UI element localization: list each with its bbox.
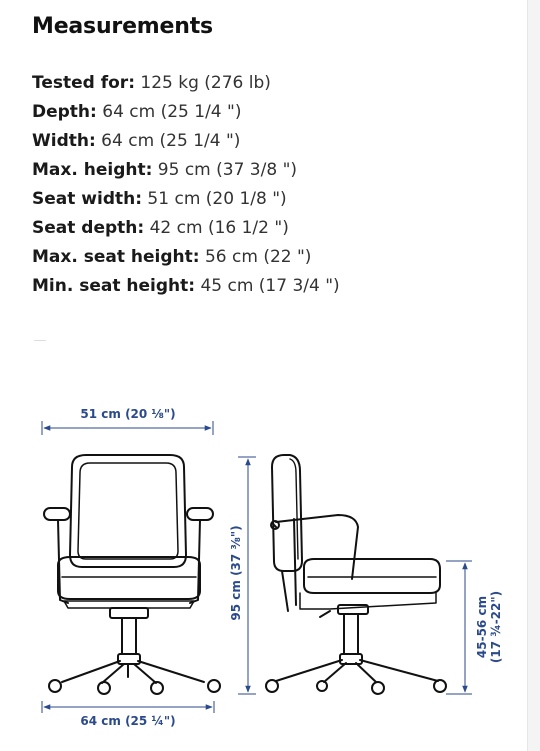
spec-label: Tested for: <box>32 73 135 93</box>
spec-depth <box>32 98 340 127</box>
spec-value: 42 cm (16 1/2 ") <box>144 218 289 238</box>
section-title: Measurements <box>32 14 213 39</box>
spec-tested-for <box>32 69 340 98</box>
seat-width-dimension-label: 51 cm (20 ⅛") <box>80 407 176 421</box>
spec-label: Width: <box>32 131 96 151</box>
seat-height-dimension-label-cm: 45-56 cm <box>475 595 489 659</box>
seat-height-dimension-label-in: (17 ¾-22") <box>489 590 503 664</box>
scrollbar-track[interactable] <box>527 0 540 751</box>
spec-label: Max. seat height: <box>32 247 200 267</box>
spec-label: Seat depth: <box>32 218 145 238</box>
depth-dimension-label: 64 cm (25 ¼") <box>80 714 176 728</box>
chair-front-view <box>44 455 220 694</box>
spec-value: 64 cm (25 1/4 ") <box>95 131 241 151</box>
divider <box>34 340 46 341</box>
depth-dimension <box>42 701 214 713</box>
spec-seat-depth <box>32 214 340 243</box>
spec-value: 51 cm (20 1/8 ") <box>142 189 287 209</box>
spec-width <box>32 127 340 156</box>
spec-label: Seat width: <box>32 189 143 209</box>
spec-value: 45 cm (17 3/4 ") <box>195 276 340 296</box>
chair-side-view <box>266 455 446 694</box>
spec-label: Min. seat height: <box>32 276 196 296</box>
spec-max-seat-height <box>32 243 340 272</box>
spec-min-seat-height <box>32 272 340 301</box>
spec-max-height <box>32 156 340 185</box>
spec-seat-width <box>32 185 340 214</box>
height-dimension-label: 95 cm (37 ⅜") <box>229 525 243 621</box>
spec-value: 95 cm (37 3/8 ") <box>152 160 298 180</box>
dimension-drawing <box>0 395 520 735</box>
spec-label: Depth: <box>32 102 97 122</box>
measurements-list <box>32 69 340 301</box>
spec-label: Max. height: <box>32 160 153 180</box>
spec-value: 125 kg (276 lb) <box>135 73 271 93</box>
seat-width-dimension <box>42 421 213 435</box>
spec-value: 64 cm (25 1/4 ") <box>96 102 242 122</box>
spec-value: 56 cm (22 ") <box>199 247 312 267</box>
seat-height-dimension <box>446 561 472 694</box>
